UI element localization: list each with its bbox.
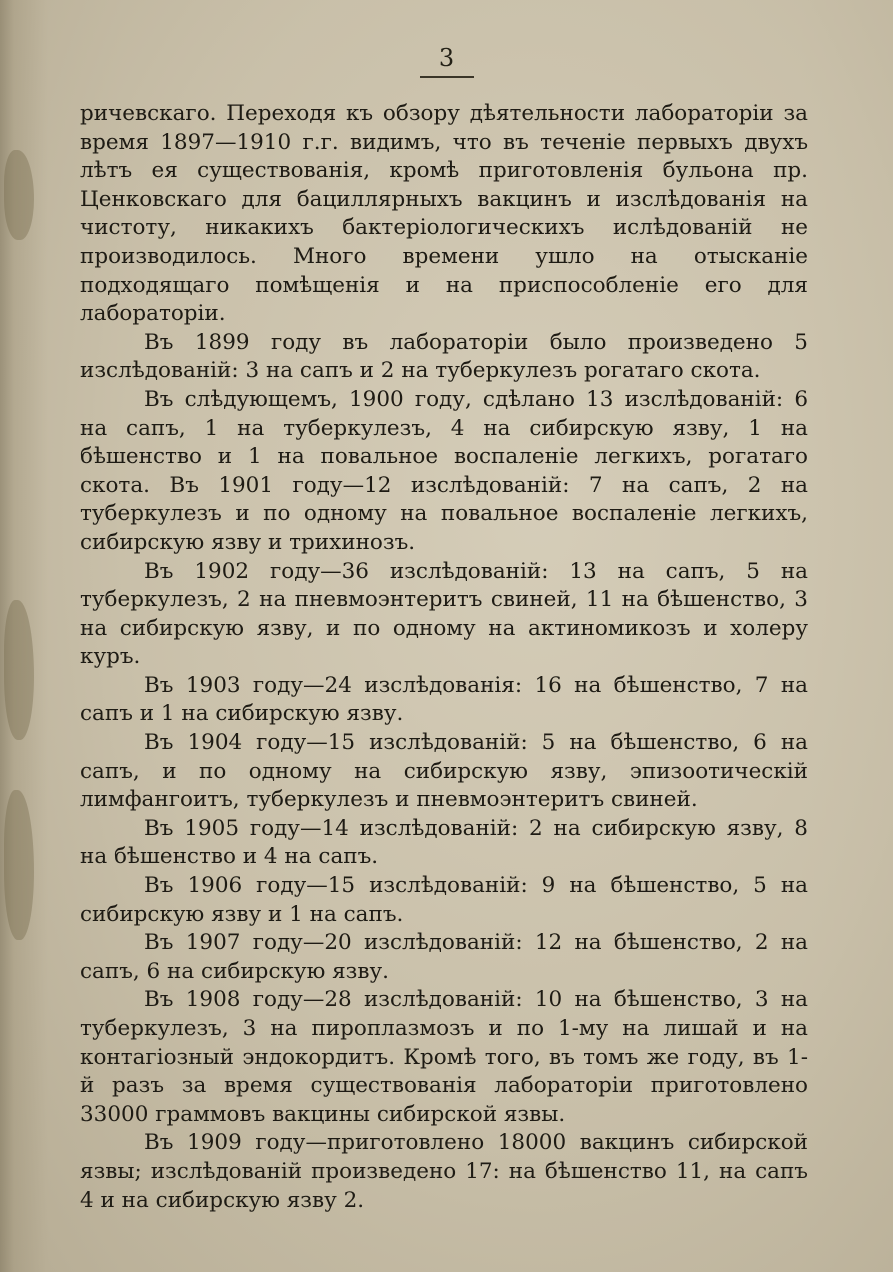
paragraph: ричевскаго. Переходя къ обзору дѣятельности лабораторіи за время 1897—1910 г.г. видимъ, что въ теченіе первыхъ двухъ лѣтъ ея существованія, кромѣ приготовленія бульона пр. Ценковскаго для бациллярныхъ вакцинъ и изслѣдованія на чистоту, никакихъ бактеріологическихъ ислѣдованій не производилось. Много времени ушло на отысканіе подходящаго помѣщенія и на приспособленіе его для лабораторіи. [80, 101, 808, 327]
paragraph: Въ 1903 году—24 изслѣдованія: 16 на бѣшенство, 7 на сапъ и 1 на сибирскую язву. [80, 672, 808, 727]
page-number-rule [420, 76, 474, 78]
page-number: 3 [438, 44, 456, 72]
paragraph: Въ 1906 году—15 изслѣдованій: 9 на бѣшенство, 5 на сибирскую язву и 1 на сапъ. [80, 873, 808, 927]
paragraph: Въ 1905 году—14 изслѣдованій: 2 на сибирскую язву, 8 на бѣшенство и 4 на сапъ. [80, 815, 808, 870]
paragraph: Въ 1908 году—28 изслѣдованій: 10 на бѣшенство, 3 на туберкулезъ, 3 на пироплазмозъ и по 1-му на лишай и на контагіозный эндокордитъ. Кромѣ того, въ томъ же году, въ 1-й разъ за время существованія лабораторіи приготовлено 33000 граммовъ вакцины сибирской язвы. [80, 987, 808, 1127]
paragraph: Въ 1909 году—приготовлено 18000 вакцинъ сибирской язвы; изслѣдованій произведено 17: на бѣшенство 11, на сапъ 4 и на сибирскую язву 2. [80, 1130, 808, 1213]
paragraph: Въ 1902 году—36 изслѣдованій: 13 на сапъ, 5 на туберкулезъ, 2 на пневмоэнтеритъ свиней, 11 на бѣшенство, 3 на сибирскую язву, и по одному на актиномикозъ и холеру куръ. [80, 558, 808, 670]
paragraph: Въ 1907 году—20 изслѣдованій: 12 на бѣшенство, 2 на сапъ, 6 на сибирскую язву. [80, 930, 808, 984]
body-text [80, 100, 808, 1215]
paragraph: Въ 1904 году—15 изслѣдованій: 5 на бѣшенство, 6 на сапъ, и по одному на сибирскую язву, эпизоотическій лимфангоитъ, туберкулезъ и пневмоэнтеритъ свиней. [80, 730, 808, 813]
paragraph: Въ 1899 году въ лабораторіи было произведено 5 изслѣдованій: 3 на сапъ и 2 на туберкулезъ рогатаго скота. [80, 329, 808, 384]
paragraph: Въ слѣдующемъ, 1900 году, сдѣлано 13 изслѣдованій: 6 на сапъ, 1 на туберкулезъ, 4 на сибирскую язву, 1 на бѣшенство и 1 на повальное воспаленіе легкихъ, рогатаго скота. Въ 1901 году—12 изслѣдованій: 7 на сапъ, 2 на туберкулезъ и по одному на повальное воспаленіе легкихъ, сибирскую язву и трихинозъ. [80, 386, 808, 555]
